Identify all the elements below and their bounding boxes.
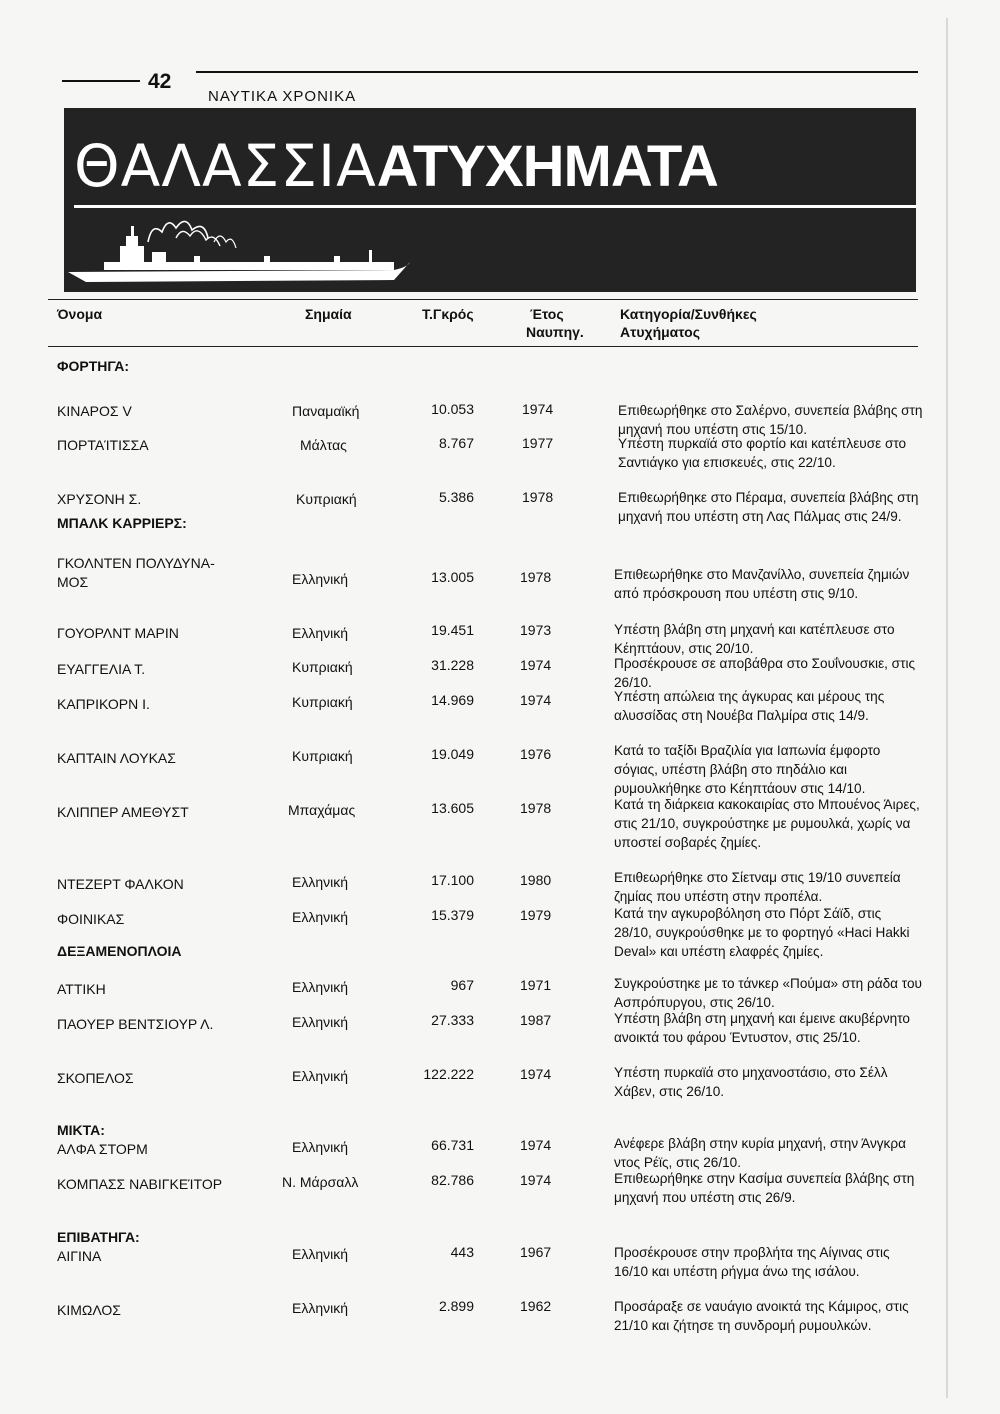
incident-description: Προσάραξε σε ναυάγιο ανοικτά της Κάμιρος, στις 21/10 και ζήτησε τη συνδρομή ρυμουλκών. bbox=[614, 1299, 909, 1333]
ship-year: 1977 bbox=[522, 435, 554, 451]
ship-year: 1974 bbox=[520, 1137, 552, 1153]
ship-name-line2: ΜΟΣ bbox=[57, 574, 89, 590]
ship-grt: 967 bbox=[450, 977, 474, 993]
magazine-name: ΝΑΥΤΙΚΑ ΧΡΟΝΙΚΑ bbox=[208, 88, 357, 105]
page-edge bbox=[946, 18, 948, 1398]
ship-year: 1967 bbox=[520, 1244, 552, 1260]
ship-name: ΑΛΦΑ ΣΤΟΡΜ bbox=[57, 1141, 148, 1157]
incident-description: Υπέστη βλάβη στη μηχανή και κατέπλευσε στο Κέηπτάουν, στις 20/10. bbox=[614, 622, 895, 656]
ship-year: 1974 bbox=[520, 1066, 552, 1082]
incident-description: Κατά την αγκυροβόληση στο Πόρτ Σάϊδ, στις 28/10, συγκρούσθηκε με το φορτηγό «Haci Hakki Deval» και υπέστη ελαφρές ζημίες. bbox=[614, 906, 910, 959]
incident-description: Υπέστη απώλεια της άγκυρας και μέρους της αλυσσίδας στη Νουέβα Παλμίρα στις 14/9. bbox=[614, 689, 885, 723]
ship-flag: Κυπριακή bbox=[292, 748, 353, 764]
ship-year: 1974 bbox=[520, 657, 552, 673]
ship-name: ΚΑΠΡΙΚΟΡΝ Ι. bbox=[57, 696, 150, 712]
ship-grt: 8.767 bbox=[438, 435, 474, 451]
category-heading: ΔΕΞΑΜΕΝΟΠΛΟΙΑ bbox=[57, 943, 182, 959]
ship-year: 1978 bbox=[522, 489, 554, 505]
ship-grt: 19.049 bbox=[431, 746, 474, 762]
banner-rule bbox=[74, 205, 916, 208]
ship-flag: Ελληνική bbox=[292, 1300, 349, 1316]
column-header-name: Όνομα bbox=[57, 306, 103, 322]
ship-name: ΠΟΡΤΑΊΤΙΣΣΑ bbox=[57, 437, 149, 453]
incident-description: Ανέφερε βλάβη στην κυρία μηχανή, στην Άνγκρα ντος Ρέϊς, στις 26/10. bbox=[614, 1136, 906, 1170]
incident-description: Επιθεωρήθηκε στο Πέραμα, συνεπεία βλάβης στη μηχανή που υπέστη στη Λας Πάλμας στις 24/9. bbox=[618, 490, 919, 524]
ship-grt: 10.053 bbox=[431, 401, 474, 417]
ship-name: ΚΙΜΩΛΟΣ bbox=[57, 1302, 121, 1318]
ship-flag: Ελληνική bbox=[292, 1139, 349, 1155]
category-heading: ΦΟΡΤΗΓΑ: bbox=[57, 358, 130, 374]
ship-name: ΦΟΙΝΙΚΑΣ bbox=[57, 911, 125, 927]
ship-flag: Ελληνική bbox=[292, 1068, 349, 1084]
ship-year: 1974 bbox=[520, 692, 552, 708]
ship-grt: 14.969 bbox=[431, 692, 474, 708]
ship-year: 1978 bbox=[520, 800, 552, 816]
column-header-rule-top bbox=[48, 299, 918, 300]
ship-year: 1978 bbox=[520, 569, 552, 585]
ship-name: ΧΡΥΣΟΝΗ Σ. bbox=[57, 491, 142, 507]
ship-grt: 82.786 bbox=[431, 1172, 474, 1188]
ship-year: 1971 bbox=[520, 977, 552, 993]
ship-grt: 66.731 bbox=[431, 1137, 474, 1153]
ship-flag: Μάλτας bbox=[300, 437, 347, 453]
ship-name: ΓΟΥΟΡΛΝΤ ΜΑΡΙΝ bbox=[57, 625, 179, 641]
ship-name: ΣΚΟΠΕΛΟΣ bbox=[57, 1070, 134, 1086]
ship-year: 1979 bbox=[520, 907, 552, 923]
ship-name: ΕΥΑΓΓΕΛΙΑ Τ. bbox=[57, 661, 146, 677]
incident-description: Υπέστη πυρκαϊά στο μηχανοστάσιο, στο Σέλλ Χάβεν, στις 26/10. bbox=[614, 1065, 888, 1099]
ship-name: ΝΤΕΖΕΡΤ ΦΑΛΚΟΝ bbox=[57, 876, 184, 892]
ship-grt: 13.605 bbox=[431, 800, 474, 816]
ship-name: ΚΟΜΠΑΣΣ ΝΑΒΙΓΚΕΊΤΟΡ bbox=[57, 1176, 223, 1192]
ship-grt: 15.379 bbox=[431, 907, 474, 923]
category-heading: ΜΠΑΛΚ ΚΑΡΡΙΕΡΣ: bbox=[57, 515, 187, 531]
ship-name: ΓΚΟΛΝΤΕΝ ΠΟΛΥΔΥΝΑ- bbox=[57, 555, 215, 571]
incident-description: Κατά το ταξίδι Βραζιλία για Ιαπωνία έμφορτο σόγιας, υπέστη βλάβη στο πηδάλιο και ρυμουλκήθηκε στο Κέηπτάουν στις 14/10. bbox=[614, 743, 881, 796]
column-header-category-line2: Ατυχήματος bbox=[620, 324, 700, 340]
ship-grt: 19.451 bbox=[431, 622, 474, 638]
section-title-bold: ΑΤΥΧΗΜΑΤΑ bbox=[376, 134, 718, 199]
column-header-flag: Σημαία bbox=[305, 306, 352, 322]
column-header-category: Κατηγορία/Συνθήκες bbox=[620, 306, 757, 322]
ship-flag: Ελληνική bbox=[292, 874, 349, 890]
incident-description: Υπέστη πυρκαϊά στο φορτίο και κατέπλευσε στο Σαντιάγκο για επισκευές, στις 22/10. bbox=[618, 436, 907, 470]
ship-flag: Κυπριακή bbox=[292, 659, 353, 675]
incident-description: Επιθεωρήθηκε στο Σίετναμ στις 19/10 συνεπεία ζημίας που υπέστη στην προπέλα. bbox=[614, 870, 901, 904]
header-rule-right bbox=[196, 71, 918, 73]
ship-flag: Ελληνική bbox=[292, 1246, 349, 1262]
ship-grt: 13.005 bbox=[431, 569, 474, 585]
ship-grt: 27.333 bbox=[431, 1012, 474, 1028]
incident-description: Προσέκρουσε σε αποβάθρα στο Σουΐνουσκιε, στις 26/10. bbox=[614, 656, 916, 690]
ship-flag: Κυπριακή bbox=[296, 491, 357, 507]
incident-description: Επιθεωρήθηκε στο Σαλέρνο, συνεπεία βλάβης στη μηχανή που υπέστη στις 15/10. bbox=[618, 403, 923, 437]
ship-name: ΚΑΠΤΑΙΝ ΛΟΥΚΑΣ bbox=[57, 750, 176, 766]
ship-flag: Ελληνική bbox=[292, 909, 349, 925]
ship-flag: Μπαχάμας bbox=[288, 802, 356, 818]
ship-flag: Ελληνική bbox=[292, 571, 349, 587]
incident-description: Υπέστη βλάβη στη μηχανή και έμεινε ακυβέρνητο ανοικτά του φάρου Έντυστον, στις 25/10. bbox=[614, 1011, 910, 1045]
ship-flag: Ελληνική bbox=[292, 979, 349, 995]
section-title-light: ΘΑΛΑΣΣΙΑ bbox=[74, 132, 377, 200]
category-heading: ΕΠΙΒΑΤΗΓΑ: bbox=[57, 1229, 140, 1245]
incident-description: Κατά τη διάρκεια κακοκαιρίας στο Μπουένος Άιρες, στις 21/10, συγκρούστηκε με ρυμουλκά, χωρίς να υποστεί σοβαρές ζημίες. bbox=[614, 797, 920, 850]
category-heading: ΜΙΚΤΑ: bbox=[57, 1122, 105, 1138]
ship-name: ΚΙΝΑΡΟΣ V bbox=[57, 403, 132, 419]
incident-description: Προσέκρουσε στην προβλήτα της Αίγινας στις 16/10 και υπέστη ρήγμα άνω της ισάλου. bbox=[614, 1245, 890, 1279]
section-title bbox=[74, 132, 718, 200]
ship-flag: Ελληνική bbox=[292, 625, 349, 641]
ship-flag: Ν. Μάρσαλλ bbox=[282, 1174, 359, 1190]
ship-year: 1987 bbox=[520, 1012, 552, 1028]
ship-flag: Ελληνική bbox=[292, 1014, 349, 1030]
ship-year: 1980 bbox=[520, 872, 552, 888]
ship-flag: Κυπριακή bbox=[292, 694, 353, 710]
ship-grt: 443 bbox=[450, 1244, 474, 1260]
incident-description: Επιθεωρήθηκε στην Κασίμα συνεπεία βλάβης στη μηχανή που υπέστη στις 26/9. bbox=[614, 1171, 915, 1205]
column-header-year-line2: Ναυπηγ. bbox=[526, 324, 584, 340]
ship-year: 1973 bbox=[520, 622, 552, 638]
ship-name: ΑΤΤΙΚΗ bbox=[57, 981, 106, 997]
ship-year: 1962 bbox=[520, 1298, 552, 1314]
column-header-year: Έτος bbox=[530, 306, 564, 322]
ship-grt: 17.100 bbox=[431, 872, 474, 888]
ship-grt: 2.899 bbox=[438, 1298, 474, 1314]
column-header-grt: Τ.Γκρός bbox=[422, 306, 474, 322]
ship-name: ΠΑΟΥΕΡ ΒΕΝΤΣΙΟΥΡ Λ. bbox=[57, 1016, 214, 1032]
ship-grt: 31.228 bbox=[431, 657, 474, 673]
burning-ship-illustration bbox=[64, 212, 424, 292]
ship-year: 1974 bbox=[520, 1172, 552, 1188]
ship-flag: Παναμαϊκή bbox=[292, 403, 360, 419]
incident-description: Συγκρούστηκε με το τάνκερ «Πούμα» στη ράδα του Ασπρόπυργου, στις 26/10. bbox=[614, 976, 922, 1010]
ship-name: ΚΛΙΠΠΕΡ ΑΜΕΘΥΣΤ bbox=[57, 804, 189, 820]
incident-description: Επιθεωρήθηκε στο Μανζανίλλο, συνεπεία ζημιών από πρόσκρουση που υπέστη στις 9/10. bbox=[614, 567, 910, 601]
ship-year: 1974 bbox=[522, 401, 554, 417]
page-number: 42 bbox=[148, 70, 172, 93]
header-rule-left bbox=[62, 80, 140, 82]
ship-year: 1976 bbox=[520, 746, 552, 762]
ship-grt: 122.222 bbox=[423, 1066, 474, 1082]
ship-grt: 5.386 bbox=[438, 489, 474, 505]
ship-name: ΑΙΓΙΝΑ bbox=[57, 1248, 102, 1264]
column-header-rule-bottom bbox=[48, 346, 918, 347]
